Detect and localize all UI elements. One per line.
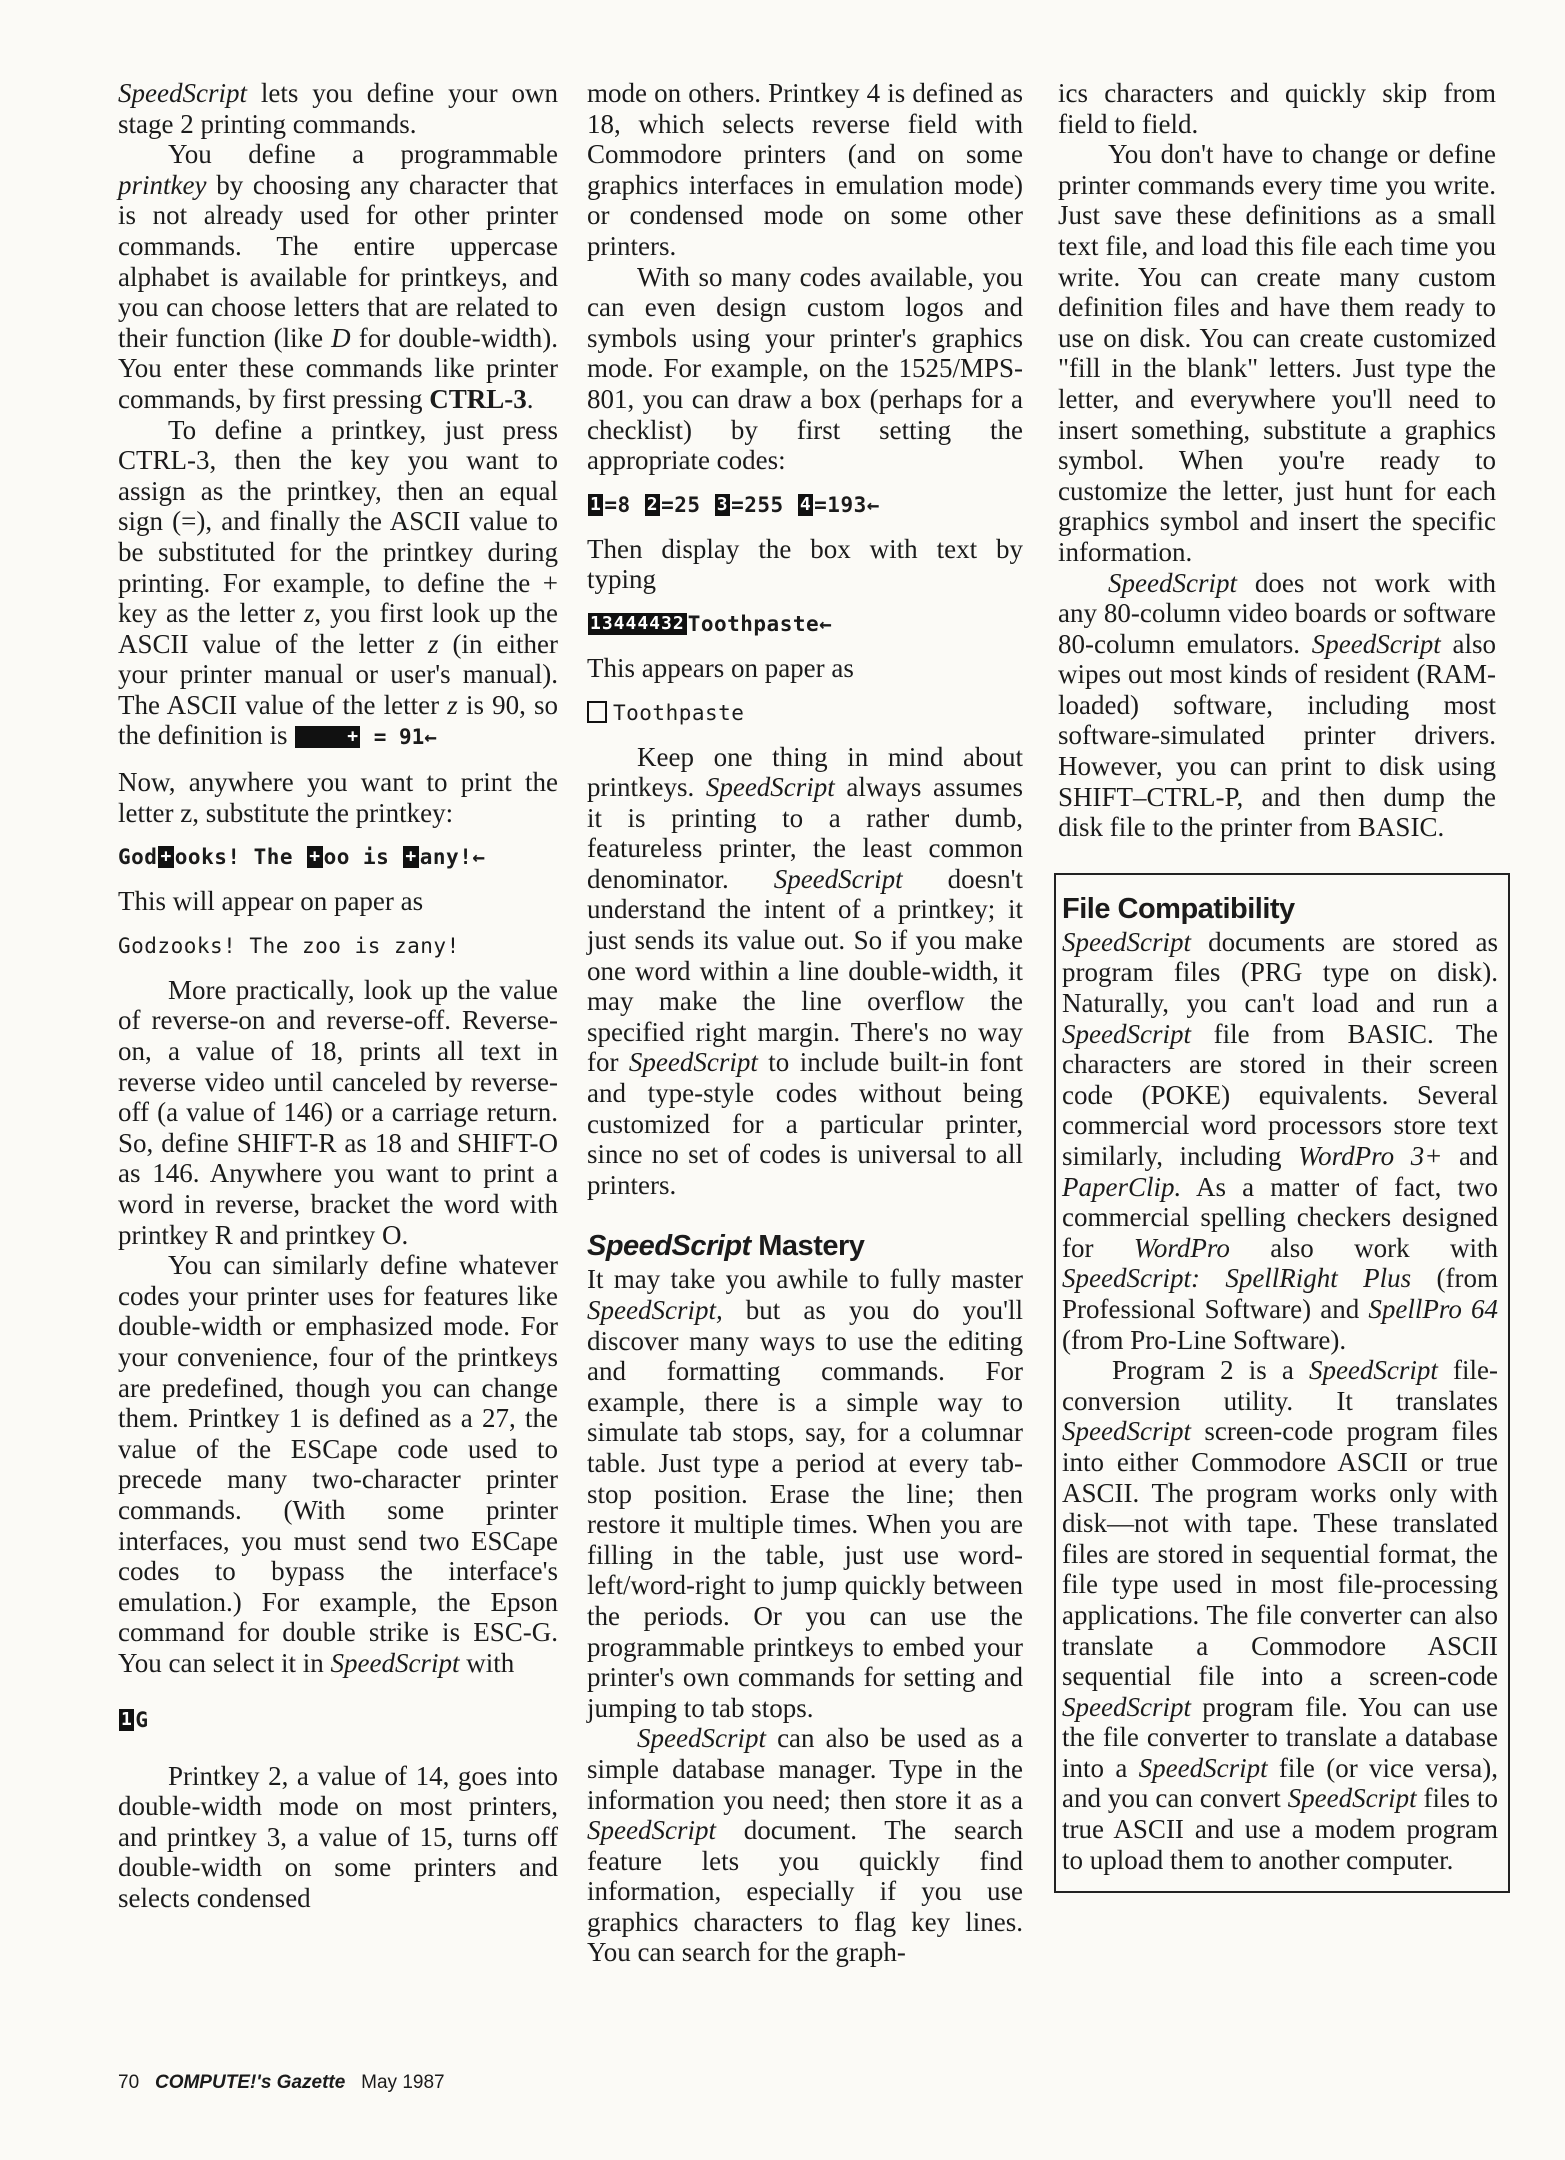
paragraph: Keep one thing in mind about printkeys. SpeedScript always assumes it is printing to a rather dumb, featureless printer, the least common denominator. SpeedScript doesn't understand the intent of a printkey; it just sends its value out. So if you make one word within a line double-width, it may make the line overflow the specified right margin. There's no way for SpeedScript to include built-in font and type-style codes without being customized for a particular printer, since no set of codes is universal to all printers. bbox=[587, 741, 1023, 1200]
checkbox-square-icon bbox=[587, 701, 607, 723]
paragraph: Then display the box with text by typing bbox=[587, 533, 1023, 595]
paragraph: SpeedScript can also be used as a simple database manager. Type in the information you need; then store it as a SpeedScript document. The search feature lets you quickly find information, especially if you use graphics characters to flag key lines. You can search for the graph- bbox=[587, 1723, 1023, 1968]
paragraph: It may take you awhile to fully master SpeedScript, but as you do you'll discover many ways to use the editing and formatting commands. For example, there is a simple way to simulate tab stops, say, for a columnar table. Just type a period at every tab-stop position. Erase the line; then restore it multiple times. When you are filling in the table, just use word-left/word-right to jump quickly between the periods. Or you can use the programmable printkeys to embed your printer's own commands for setting and jumping to tab stops. bbox=[587, 1264, 1023, 1723]
paragraph: You define a programmable printkey by choosing any character that is not already used for other printer commands. The entire uppercase alphabet is available for printkeys, and you can choose letters that are related to their function (like D for double-width). You enter these commands like printer commands, by first pressing CTRL-3. bbox=[118, 139, 559, 414]
magazine-name: COMPUTE!'s Gazette bbox=[154, 2072, 346, 2093]
page-footer bbox=[118, 2072, 445, 2094]
column-1 bbox=[118, 78, 558, 1913]
paragraph: SpeedScript lets you define your own stage 2 printing commands. bbox=[118, 78, 558, 139]
paragraph: Program 2 is a SpeedScript file-conversion utility. It translates SpeedScript screen-code program files into either Commodore ASCII or true ASCII. The program works only with disk—not with tape. These translated files are stored in sequential format, the file type used in most file-processing applications. The file converter can also translate a Commodore ASCII sequential file into a screen-code SpeedScript program file. You can use the file converter to translate a database into a SpeedScript file (or vice versa), and you can convert SpeedScript files to true ASCII and use a modem program to upload them to another computer. bbox=[1062, 1355, 1498, 1875]
paragraph: mode on others. Printkey 4 is defined as 18, which selects reverse field with Commodore printers (and on some graphics interfaces in emulation mode) or condensed mode on some other printers. bbox=[587, 78, 1023, 261]
column-3 bbox=[1058, 78, 1496, 1893]
paragraph: This will appear on paper as bbox=[118, 886, 424, 917]
paragraph: You don't have to change or define printer commands every time you write. Just save these definitions as a small text file, and load this file each time you write. You can create many custom definition files and have them ready to use on disk. You can create customized "fill in the blank" letters. Just type the letter, and everywhere you'll need to insert something, substitute a graphics symbol. When you're ready to customize the letter, just hunt for each graphics symbol and insert the specific information. bbox=[1058, 139, 1496, 567]
code-example-box-codes: 1 =8 2 =25 3 =255 4 =193← bbox=[590, 492, 880, 517]
column-2 bbox=[587, 78, 1023, 1968]
code-output-example: Godzooks! The zoo is zany! bbox=[118, 933, 460, 958]
printkey-icon: + bbox=[405, 846, 417, 868]
printkey-sequence-icon: 13444432 bbox=[590, 612, 685, 634]
sidebar-file-compatibility bbox=[1054, 873, 1510, 1893]
paragraph: This appears on paper as bbox=[587, 652, 854, 683]
paragraph: To define a printkey, just press CTRL-3, then the key you want to assign as the printkey, then an equal sign (=), and finally the ASCII value to be substituted for the printkey during printing. For example, to define the + key as the letter z, you first look up the ASCII value of the letter z (in either your printer manual or user's manual). The ASCII value of the letter z is 90, so the definition is + = 91← bbox=[118, 414, 558, 751]
code-output-toothpaste: Toothpaste bbox=[587, 698, 1023, 728]
issue-date: May 1987 bbox=[361, 2072, 445, 2093]
printkey-icon: + bbox=[160, 846, 172, 868]
printkey-icon: 3 bbox=[716, 493, 729, 515]
section-heading: SpeedScript Mastery bbox=[587, 1230, 865, 1263]
paragraph: With so many codes available, you can even design custom logos and symbols using your printer's graphics mode. For example, on the 1525/MPS-801, you can draw a box (perhaps for a checklist) by first setting the appropriate codes: bbox=[587, 261, 1023, 476]
paragraph: Now, anywhere you want to print the letter z, substitute the printkey: bbox=[118, 767, 558, 828]
paragraph: You can similarly define whatever codes your printer uses for features like double-width or emphasized mode. For your convenience, four of the printkeys are predefined, though you can change them. Printkey 1 is defined as a 27, the value of the ESCape code used to precede many two-character printer commands. (With some printer interfaces, you must send two ESCape codes to bypass the interface's emulation.) For example, the Epson command for double strike is ESC-G. You can select it in SpeedScript with bbox=[118, 1250, 558, 1678]
printkey-icon: 4 bbox=[799, 493, 812, 515]
paragraph: Printkey 2, a value of 14, goes into double-width mode on most printers, and printkey 3, a value of 15, turns off double-width on some printers and selects condensed bbox=[118, 1760, 558, 1913]
paragraph: SpeedScript does not work with any 80-column video boards or software 80-column emulators. SpeedScript also wipes out most kinds of resident (RAM-loaded) software, including most software-simulated printer drivers. However, you can print to disk using SHIFT–CTRL-P, and then dump the disk file to the printer from BASIC. bbox=[1058, 567, 1497, 843]
printkey-plus-icon: + bbox=[295, 726, 360, 748]
printkey-icon: 1 bbox=[121, 1708, 133, 1730]
printkey-icon: + bbox=[309, 846, 321, 868]
paragraph: SpeedScript documents are stored as program files (PRG type on disk). Naturally, you can't load and run a SpeedScript file from BASIC. The characters are stored in their screen code (POKE) equivalents. Several commercial word processors store text similarly, including WordPro 3+ and PaperClip. As a matter of fact, two commercial spelling checkers designed for WordPro also work with SpeedScript: SpellRight Plus (from Professional Software) and SpellPro 64 (from Pro-Line Software). bbox=[1062, 926, 1498, 1355]
code-example-escg: 1 G bbox=[121, 1707, 149, 1732]
page-number: 70 bbox=[118, 2072, 140, 2093]
paragraph: ics characters and quickly skip from field to field. bbox=[1058, 78, 1496, 139]
sidebar-title: File Compatibility bbox=[1062, 892, 1295, 925]
printkey-icon: 2 bbox=[646, 493, 659, 515]
printkey-icon: 1 bbox=[590, 493, 602, 515]
code-example-toothpaste: 13444432 Toothpaste← bbox=[590, 611, 833, 636]
paragraph: More practically, look up the value of reverse-on and reverse-off. Reverse-on, a value of 18, prints all text in reverse video until canceled by reverse-off (a value of 146) or a carriage return. So, define SHIFT-R as 18 and SHIFT-O as 146. Anywhere you want to print a word in reverse, bracket the word with printkey R and printkey O. bbox=[118, 974, 558, 1250]
code-example-printkey: God + ooks! The + oo is + any!← bbox=[118, 845, 486, 870]
